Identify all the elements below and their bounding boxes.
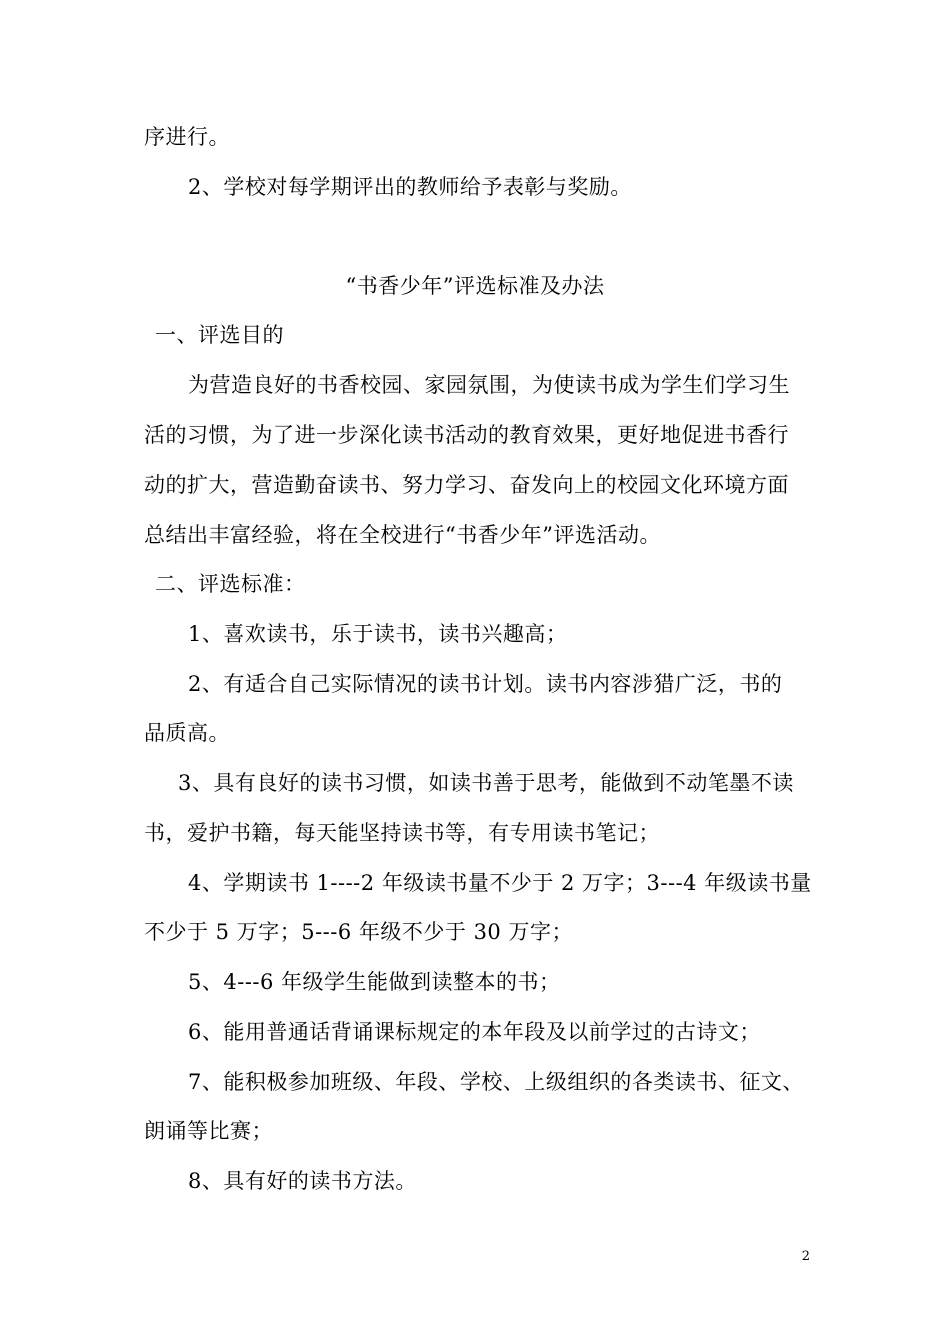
page-number: 2 (801, 1249, 810, 1264)
paragraph-line: 活的习惯，为了进一步深化读书活动的教育效果，更好地促进书香行 (144, 423, 789, 447)
section-title: “书香少年”评选标准及办法 (345, 274, 605, 298)
paragraph-line: 总结出丰富经验，将在全校进行“书香少年”评选活动。 (144, 523, 661, 547)
paragraph-line: 序进行。 (144, 125, 230, 149)
list-item: 4、学期读书 1----2 年级读书量不少于 2 万字；3---4 年级读书量 (188, 871, 812, 895)
paragraph-line: 为营造良好的书香校园、家园氛围，为使读书成为学生们学习生 (188, 373, 790, 397)
list-item-continuation: 书，爱护书籍，每天能坚持读书等，有专用读书笔记； (144, 821, 660, 845)
list-item-continuation: 不少于 5 万字；5---6 年级不少于 30 万字； (144, 920, 573, 944)
section-heading: 一、评选目的 (155, 323, 284, 347)
list-item: 7、能积极参加班级、年段、学校、上级组织的各类读书、征文、 (188, 1070, 804, 1094)
list-item: 2、有适合自己实际情况的读书计划。读书内容涉猎广泛，书的 (188, 672, 783, 696)
list-item-continuation: 品质高。 (144, 721, 230, 745)
section-heading: 二、评选标准： (155, 572, 306, 596)
list-item: 3、具有良好的读书习惯，如读书善于思考，能做到不动笔墨不读 (178, 771, 794, 795)
list-item-continuation: 朗诵等比赛； (144, 1119, 273, 1143)
paragraph-line: 动的扩大，营造勤奋读书、努力学习、奋发向上的校园文化环境方面 (144, 473, 789, 497)
list-item: 6、能用普通话背诵课标规定的本年段及以前学过的古诗文； (188, 1020, 761, 1044)
list-item: 5、4---6 年级学生能做到读整本的书； (188, 970, 561, 994)
list-item: 8、具有好的读书方法。 (188, 1169, 417, 1193)
paragraph-line: 2、学校对每学期评出的教师给予表彰与奖励。 (188, 175, 632, 199)
list-item: 1、喜欢读书，乐于读书，读书兴趣高； (188, 622, 568, 646)
